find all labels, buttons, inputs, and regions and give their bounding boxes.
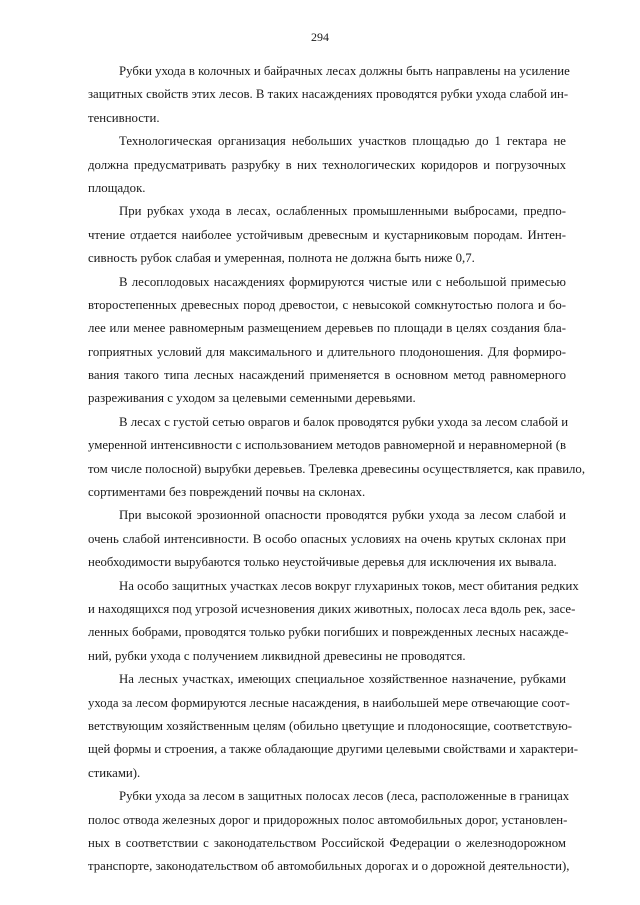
paragraph	[88, 130, 566, 200]
text-line: На лесных участках, имеющих специальное хозяйственное назначение, рубками	[119, 672, 566, 687]
text-line: площадок.	[88, 180, 146, 195]
paragraph	[88, 411, 586, 505]
text-line: щей формы и строения, а также обладающие другими целевыми свойствами и характери-	[88, 742, 579, 757]
text-line: лее или менее равномерным размещением деревьев по площади в целях создания бла-	[88, 321, 566, 336]
text-line: тенсивности.	[88, 110, 160, 125]
text-line: стиками).	[88, 765, 141, 780]
text-line: том числе полосной) вырубки деревьев. Трелевка древесины осуществляется, как правило,	[88, 461, 586, 476]
text-line: вания такого типа лесных насаждений применяется в основном метод равномерного	[88, 368, 566, 383]
paragraph	[88, 575, 579, 669]
text-line: разреживания с уходом за целевыми семенными деревьями.	[88, 391, 416, 406]
text-line: В лесах с густой сетью оврагов и балок проводятся рубки ухода за лесом слабой и	[119, 414, 569, 429]
text-line: должна предусматривать разрубку в них технологических коридоров и погрузочных	[88, 157, 566, 172]
body-text	[88, 60, 586, 879]
page-number: 294	[311, 30, 329, 44]
text-line: чтение отдается наиболее устойчивым древесным и кустарниковым породам. Интен-	[88, 227, 566, 242]
text-line: очень слабой интенсивности. В особо опасных условиях на очень крутых склонах при	[88, 531, 566, 546]
text-line: ветствующим хозяйственным целям (обильно цветущие и плодоносящие, соответствую-	[88, 718, 573, 733]
paragraph	[88, 200, 566, 270]
text-line: сивность рубок слабая и умеренная, полнота не должна быть ниже 0,7.	[88, 251, 475, 266]
text-line: На особо защитных участках лесов вокруг глухариных токов, мест обитания редких	[119, 578, 579, 593]
text-line: полос отвода железных дорог и придорожных полос автомобильных дорог, установлен-	[88, 812, 568, 827]
text-line: сортиментами без повреждений почвы на склонах.	[88, 485, 366, 500]
text-line: Рубки ухода за лесом в защитных полосах лесов (леса, расположенные в границах	[119, 789, 570, 804]
text-line: и находящихся под угрозой исчезновения диких животных, полосах леса вдоль рек, засе-	[88, 601, 576, 616]
paragraph	[88, 668, 579, 785]
text-line: ленных бобрами, проводятся только рубки погибших и поврежденных лесных насажде-	[88, 625, 569, 640]
text-line: второстепенных древесных пород древостои, с невысокой сомкнутостью полога и бо-	[88, 297, 566, 312]
paragraph	[88, 785, 570, 879]
text-line: необходимости вырубаются только неустойчивые деревья для исключения их вывала.	[88, 555, 557, 570]
text-line: гоприятных условий для максимального и длительного плодоношения. Для формиро-	[88, 344, 566, 359]
text-line: При высокой эрозионной опасности проводятся рубки ухода за лесом слабой и	[119, 508, 566, 523]
text-line: В лесоплодовых насаждениях формируются чистые или с небольшой примесью	[119, 274, 566, 289]
text-line: Рубки ухода в колочных и байрачных лесах должны быть направлены на усиление	[119, 64, 570, 78]
text-line: умеренной интенсивности с использованием методов равномерной и неравномерной (в	[88, 438, 566, 453]
text-line: ний, рубки ухода с получением ликвидной древесины не проводятся.	[88, 648, 466, 663]
text-line: Технологическая организация небольших участков площадью до 1 гектара не	[119, 134, 566, 149]
paragraph	[88, 271, 566, 411]
text-line: транспорте, законодательством об автомобильных дорогах и о дорожной деятельности),	[88, 859, 570, 874]
paragraph	[88, 504, 566, 574]
text-line: При рубках ухода в лесах, ослабленных промышленными выбросами, предпо-	[119, 204, 566, 219]
text-line: защитных свойств этих лесов. В таких насаждениях проводятся рубки ухода слабой ин-	[88, 87, 569, 102]
text-line: ных в соответствии с законодательством Российской Федерации о железнодорожном	[88, 835, 566, 850]
text-line: ухода за лесом формируются лесные насаждения, в наибольшей мере отвечающие соот-	[88, 695, 570, 710]
paragraph	[88, 60, 570, 130]
